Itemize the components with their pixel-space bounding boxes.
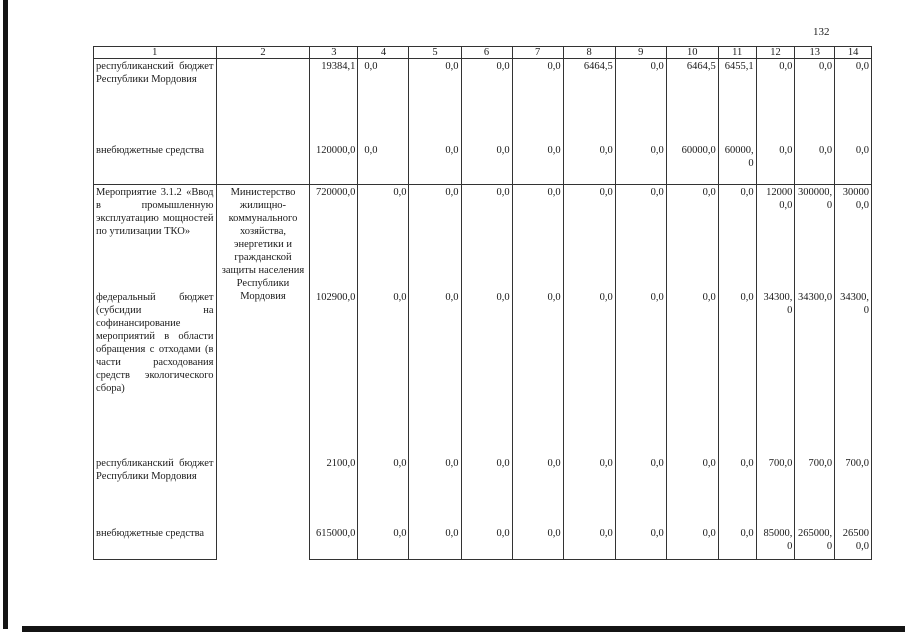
value-cell: 0,0 [358, 526, 409, 560]
value-cell: 6464,5 [666, 59, 718, 143]
value-cell: 0,0 [756, 59, 795, 143]
value-cell: 0,0 [358, 185, 409, 290]
value-cell: 0,0 [563, 456, 615, 526]
value-cell: 0,0 [835, 59, 872, 143]
value-cell: 34300,0 [835, 290, 872, 456]
table-row [94, 59, 872, 143]
value-cell: 0,0 [563, 143, 615, 185]
row-org [216, 143, 310, 185]
value-cell: 0,0 [718, 456, 756, 526]
header-row [94, 47, 872, 59]
value-cell: 120000,0 [756, 185, 795, 290]
value-cell: 0,0 [461, 143, 512, 185]
value-cell: 0,0 [615, 185, 666, 290]
value-cell: 0,0 [409, 526, 461, 560]
header-cell: 6 [461, 47, 512, 59]
header-cell: 13 [795, 47, 835, 59]
value-cell: 0,0 [718, 526, 756, 560]
value-cell: 0,0 [358, 290, 409, 456]
value-cell: 0,0 [461, 59, 512, 143]
value-cell: 0,0 [563, 185, 615, 290]
value-cell: 85000,0 [756, 526, 795, 560]
value-cell: 120000,0 [310, 143, 358, 185]
value-cell: 0,0 [795, 143, 835, 185]
value-cell: 0,0 [666, 290, 718, 456]
value-cell: 0,0 [358, 143, 409, 185]
header-cell: 8 [563, 47, 615, 59]
table-row [94, 290, 872, 456]
scan-bottom-border [22, 626, 905, 632]
header-cell: 14 [835, 47, 872, 59]
value-cell: 34300,0 [756, 290, 795, 456]
table-row [94, 456, 872, 526]
value-cell: 300000,0 [795, 185, 835, 290]
row-label: федеральный бюджет (субсидии на софинансирование мероприятий в области обращения с отходами (в части расходования средств экологического сбора) [94, 290, 217, 456]
value-cell: 0,0 [718, 185, 756, 290]
budget-table [93, 46, 872, 560]
value-cell: 34300,0 [795, 290, 835, 456]
value-cell: 0,0 [615, 143, 666, 185]
table-row [94, 143, 872, 185]
value-cell: 0,0 [409, 185, 461, 290]
page-number: 132 [813, 26, 830, 38]
value-cell: 6455,1 [718, 59, 756, 143]
table-row [94, 526, 872, 560]
header-cell: 2 [216, 47, 310, 59]
value-cell: 0,0 [615, 456, 666, 526]
value-cell: 720000,0 [310, 185, 358, 290]
value-cell: 0,0 [512, 185, 563, 290]
value-cell: 0,0 [666, 185, 718, 290]
value-cell: 102900,0 [310, 290, 358, 456]
row-org: Министерство жилищно-коммунального хозяйства, энергетики и гражданской защиты населения Республики Мордовия [216, 185, 310, 560]
row-label: внебюджетные средства [94, 526, 217, 560]
header-cell: 12 [756, 47, 795, 59]
value-cell: 265000,0 [795, 526, 835, 560]
value-cell: 0,0 [835, 143, 872, 185]
value-cell: 0,0 [409, 59, 461, 143]
value-cell: 0,0 [512, 59, 563, 143]
header-cell: 11 [718, 47, 756, 59]
value-cell: 0,0 [666, 526, 718, 560]
value-cell: 0,0 [615, 290, 666, 456]
value-cell: 0,0 [512, 526, 563, 560]
value-cell: 0,0 [563, 526, 615, 560]
value-cell: 0,0 [615, 59, 666, 143]
header-cell: 1 [94, 47, 217, 59]
row-label: внебюджетные средства [94, 143, 217, 185]
value-cell: 0,0 [756, 143, 795, 185]
value-cell: 0,0 [666, 456, 718, 526]
table-row [94, 185, 872, 290]
value-cell: 0,0 [718, 290, 756, 456]
row-org [216, 59, 310, 143]
value-cell: 60000,0 [666, 143, 718, 185]
value-cell: 0,0 [409, 290, 461, 456]
value-cell: 300000,0 [835, 185, 872, 290]
header-cell: 9 [615, 47, 666, 59]
value-cell: 60000,0 [718, 143, 756, 185]
value-cell: 19384,1 [310, 59, 358, 143]
row-label: республиканский бюджет Республики Мордовия [94, 456, 217, 526]
header-cell: 4 [358, 47, 409, 59]
value-cell: 0,0 [461, 456, 512, 526]
value-cell: 700,0 [795, 456, 835, 526]
row-label: Мероприятие 3.1.2 «Ввод в промышленную эксплуатацию мощностей по утилизации ТКО» [94, 185, 217, 290]
header-cell: 10 [666, 47, 718, 59]
value-cell: 0,0 [461, 185, 512, 290]
value-cell: 0,0 [512, 290, 563, 456]
value-cell: 0,0 [409, 143, 461, 185]
value-cell: 0,0 [512, 143, 563, 185]
value-cell: 2100,0 [310, 456, 358, 526]
value-cell: 700,0 [835, 456, 872, 526]
scan-left-border [3, 0, 8, 629]
value-cell: 265000,0 [835, 526, 872, 560]
value-cell: 700,0 [756, 456, 795, 526]
value-cell: 0,0 [461, 290, 512, 456]
header-cell: 5 [409, 47, 461, 59]
value-cell: 0,0 [615, 526, 666, 560]
value-cell: 0,0 [795, 59, 835, 143]
value-cell: 0,0 [461, 526, 512, 560]
header-cell: 7 [512, 47, 563, 59]
value-cell: 0,0 [563, 290, 615, 456]
value-cell: 6464,5 [563, 59, 615, 143]
header-cell: 3 [310, 47, 358, 59]
value-cell: 0,0 [358, 456, 409, 526]
value-cell: 0,0 [512, 456, 563, 526]
row-label: республиканский бюджет Республики Мордовия [94, 59, 217, 143]
value-cell: 615000,0 [310, 526, 358, 560]
value-cell: 0,0 [358, 59, 409, 143]
value-cell: 0,0 [409, 456, 461, 526]
